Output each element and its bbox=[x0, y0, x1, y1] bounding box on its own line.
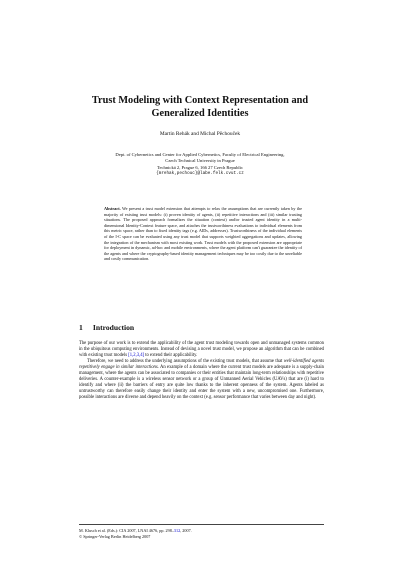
paper-title bbox=[40, 94, 360, 120]
affiliation-line-1: Dept. of Cybernetics and Center for Applied Cybernetics, Faculty of Electrical Engineering, bbox=[115, 152, 285, 157]
abstract-text: We present a trust model extension that attempts to relax the assumptions that are currently taken by the majority of existing trust models: (i) proven identity of agents, (ii) repetitive interactions and (iii) similar trusting situations. The proposed approach formalizes the situation (context) and/or trusted agent identity in a multi-dimensional Identity-Context feature space, and attaches the trustworthiness evaluations to individual elements from this metric space, rather than to fixed identity tags (e.g. AIDs, addresses). Trustworthiness of the individual elements of the I-C space can be evaluated using any trust model that supports weighted aggregations and updates, allowing the integration of the mechanism with most existing work. Trust models with the proposed extension are appropriate for deployment in dynamic, ad-hoc and mobile environments, where the agent platform can't guarantee the identity of the agents and where the cryptography-based identity management techniques may be too costly due to the unreliable and costly communication. bbox=[104, 206, 302, 262]
paragraph-2-text-a: Therefore, we need to address the underlying assumptions of the existing trust models, that assume that bbox=[87, 359, 284, 365]
affiliation-line-2: Czech Technical University in Prague bbox=[165, 158, 235, 164]
section-title: Introduction bbox=[92, 323, 135, 332]
section-body bbox=[79, 341, 324, 401]
paragraph-1-end: to extend their applicability. bbox=[144, 353, 198, 359]
footer-citation-end: , 2007. bbox=[180, 528, 192, 533]
footer-copyright: © Springer-Verlag Berlin Heidelberg 2007 bbox=[79, 533, 151, 539]
affiliation-email: {mrehak,pechouc}@labe.felk.cvut.cz bbox=[156, 170, 244, 176]
section-number: 1 bbox=[79, 323, 83, 332]
affiliation bbox=[70, 152, 330, 177]
authors: Martin Rehák and Michal Pěchouček bbox=[159, 131, 241, 137]
footer-page-link[interactable]: 312 bbox=[173, 528, 181, 533]
paragraph-2-text-b: An example of a domain where the current trust models are adequate is a supply-chain management, where the agents can be associated to companies or their entities that maintain long-term relationships with repetitive deliveries. A counter-example is a wireless sensor network or a group of Unmanned Aerial Vehicles (UAVs) that are (i) hard to identify and where (ii) the barriers of entry are quite low thanks to the inherent openness of the system. Agents labeled as untrustworthy can therefore easily change their identity and enter the system with a new, uncompromised one. Furthermore, possible interactions are diverse and depend heavily on the context (e.g. sensor performance that varies between day and night). bbox=[79, 365, 324, 401]
footnote-rule bbox=[79, 524, 324, 525]
paragraph-2-italic: well-identified agents repetitively engage in similar interactions. bbox=[79, 359, 324, 371]
footer bbox=[79, 528, 192, 539]
abstract bbox=[104, 206, 302, 262]
footer-citation-text: M. Klusch et al. (Eds.): CIA 2007, LNAI 4676, pp. 298– bbox=[79, 528, 174, 533]
paragraph-1 bbox=[79, 341, 324, 359]
abstract-label: Abstract. bbox=[104, 206, 121, 211]
title-line-2: Generalized Identities bbox=[151, 108, 249, 119]
paragraph-2 bbox=[79, 359, 324, 401]
citation-link[interactable]: [1,2,3,4] bbox=[128, 353, 145, 359]
paragraph-1-text: The purpose of our work is to extend the applicability of the agent trust modeling towards open and unmanaged systems common in the ubiquitous computing environments. Instead of devising a novel trust model, we propose an algorithm that can be combined with existing trust models bbox=[79, 341, 324, 359]
title-line-1: Trust Modeling with Context Representation and bbox=[91, 95, 309, 106]
affiliation-line-3: Technická 2, Prague 6, 166 27 Czech Republic bbox=[156, 164, 244, 170]
footer-citation bbox=[79, 528, 192, 534]
section-heading bbox=[79, 323, 134, 332]
